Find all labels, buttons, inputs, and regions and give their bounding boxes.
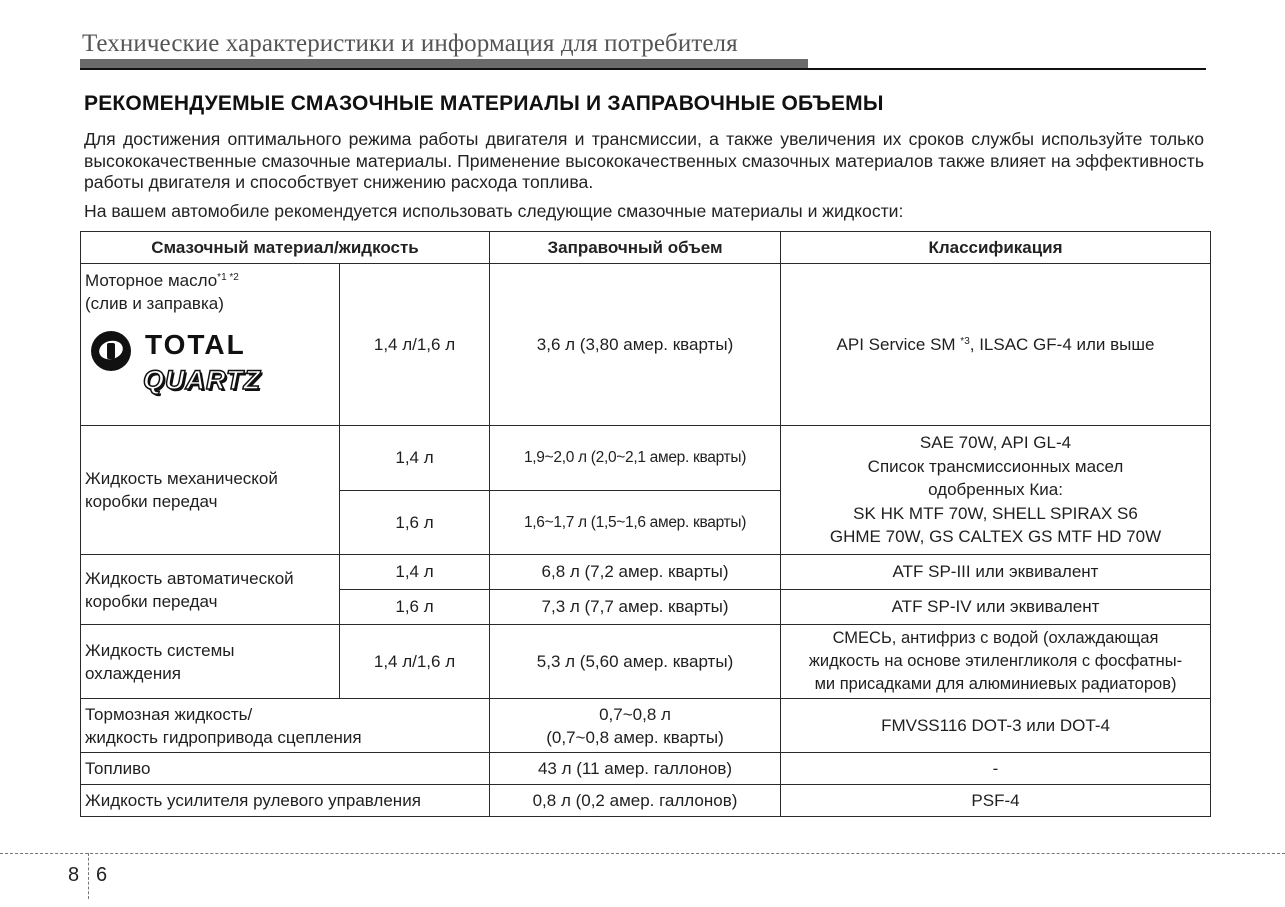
manual-trans-class-line: GHME 70W, GS CALTEX GS MTF HD 70W (829, 527, 1162, 547)
manual-trans-name (81, 426, 340, 555)
engine-oil-class-footnote: *3 (960, 335, 970, 347)
chapter-title: Технические характеристики и информация для потребителя (82, 30, 738, 57)
manual-trans-class-line: SK HK MTF 70W, SHELL SPIRAX S6 (853, 503, 1138, 523)
engine-oil-name-line2: (слив и заправка) (85, 294, 224, 313)
brake-fluid-name-line2: жидкость гидропривода сцепления (85, 727, 362, 747)
coolant-name-line1: Жидкость системы (85, 640, 235, 660)
coolant-volume: 5,3 л (5,60 амер. кварты) (490, 625, 781, 699)
table-header-row (81, 232, 1211, 264)
coolant-engine: 1,4 л/1,6 л (340, 625, 490, 699)
auto-trans-name-line2: коробки передач (85, 591, 218, 611)
manual-trans-class-line: Список трансмиссионных масел (867, 456, 1124, 476)
brake-fluid-volume (490, 699, 781, 753)
table-row-brake-fluid (81, 699, 1211, 753)
engine-oil-name: Моторное масло (85, 271, 218, 290)
auto-trans-volume-1: 6,8 л (7,2 амер. кварты) (490, 555, 781, 590)
coolant-class-line: жидкость на основе этиленгликоля с фосфатны- (808, 652, 1183, 670)
table-row-fuel (81, 753, 1211, 785)
fuel-volume: 43 л (11 амер. галлонов) (490, 753, 781, 785)
table-row-coolant (81, 625, 1211, 699)
logo-brand-text: TOTAL (145, 329, 246, 360)
manual-trans-engine-2: 1,6 л (340, 491, 490, 555)
table-row-power-steering (81, 785, 1211, 817)
manual-trans-name-line1: Жидкость механической (85, 469, 278, 488)
chapter-title-rule (80, 68, 1206, 70)
intro-paragraph: Для достижения оптимального режима работы двигателя и трансмиссии, а также увеличения их сроков службы используйте только высококачественные смазочные материалы. Применение высококачественных смазочных материалов также влияет на эффективность работы двигателя и способствует снижению расхода топлива. (84, 129, 1204, 192)
power-steering-volume: 0,8 л (0,2 амер. галлонов) (490, 785, 781, 817)
page-number: 6 (96, 864, 108, 886)
engine-oil-engine: 1,4 л/1,6 л (340, 264, 490, 426)
auto-trans-engine-2: 1,6 л (340, 590, 490, 625)
lubricants-table (80, 231, 1211, 817)
engine-oil-volume: 3,6 л (3,80 амер. кварты) (490, 264, 781, 426)
engine-oil-name-cell (81, 264, 340, 426)
auto-trans-name (81, 555, 340, 625)
header-classification: Классификация (781, 232, 1211, 264)
auto-trans-classification-1: ATF SP-III или эквивалент (781, 555, 1211, 590)
power-steering-name: Жидкость усилителя рулевого управления (81, 785, 490, 817)
table-row-engine-oil (81, 264, 1211, 426)
fuel-classification: - (781, 753, 1211, 785)
section-title: РЕКОМЕНДУЕМЫЕ СМАЗОЧНЫЕ МАТЕРИАЛЫ И ЗАПРАВОЧНЫЕ ОБЪЕМЫ (84, 92, 884, 115)
fuel-name: Топливо (81, 753, 490, 785)
table-row-auto-trans-1 (81, 555, 1211, 590)
auto-trans-classification-2: ATF SP-IV или эквивалент (781, 590, 1211, 625)
manual-trans-class-line: SAE 70W, API GL-4 (919, 433, 1072, 453)
brake-fluid-name (81, 699, 490, 753)
power-steering-classification: PSF-4 (781, 785, 1211, 817)
manual-trans-volume-1: 1,9~2,0 л (2,0~2,1 амер. кварты) (490, 426, 781, 491)
manual-trans-classification (781, 426, 1211, 555)
auto-trans-name-line1: Жидкость автоматической (85, 568, 294, 588)
brake-fluid-name-line1: Тормозная жидкость/ (85, 704, 253, 724)
engine-oil-class-text: API Service SM (836, 334, 961, 354)
brake-fluid-volume-line2: (0,7~0,8 амер. кварты) (546, 727, 724, 747)
auto-trans-volume-2: 7,3 л (7,7 амер. кварты) (490, 590, 781, 625)
manual-trans-name-line2: коробки передач (85, 492, 218, 511)
header-material: Смазочный материал/жидкость (81, 232, 490, 264)
total-emblem-icon (91, 331, 131, 371)
chapter-number: 8 (68, 864, 80, 886)
header-volume: Заправочный объем (490, 232, 781, 264)
coolant-name-line2: охлаждения (85, 663, 181, 683)
chapter-title-bar (80, 59, 808, 68)
footer-page-divider (88, 853, 89, 899)
manual-trans-volume-2: 1,6~1,7 л (1,5~1,6 амер. кварты) (490, 491, 781, 555)
coolant-classification (781, 625, 1211, 699)
total-quartz-logo (87, 329, 287, 409)
intro-paragraph-2: На вашем автомобиле рекомендуется использовать следующие смазочные материалы и жидкости: (84, 201, 904, 221)
brake-fluid-volume-line1: 0,7~0,8 л (599, 704, 671, 724)
auto-trans-engine-1: 1,4 л (340, 555, 490, 590)
coolant-class-line: ми присадками для алюминиевых радиаторов) (814, 675, 1177, 693)
engine-oil-classification (781, 264, 1211, 426)
footer-dashed-rule (0, 853, 1285, 854)
engine-oil-footnote: *1 *2 (217, 272, 239, 283)
brake-fluid-classification: FMVSS116 DOT-3 или DOT-4 (781, 699, 1211, 753)
logo-product-text: QUARTZ (143, 365, 261, 395)
table-row-manual-trans-1 (81, 426, 1211, 491)
manual-trans-engine-1: 1,4 л (340, 426, 490, 491)
coolant-name (81, 625, 340, 699)
engine-oil-class-text-2: , ILSAC GF-4 или выше (969, 334, 1155, 354)
manual-trans-class-line: одобренных Киа: (928, 480, 1063, 500)
coolant-class-line: СМЕСЬ, антифриз с водой (охлаждающая (832, 629, 1159, 647)
